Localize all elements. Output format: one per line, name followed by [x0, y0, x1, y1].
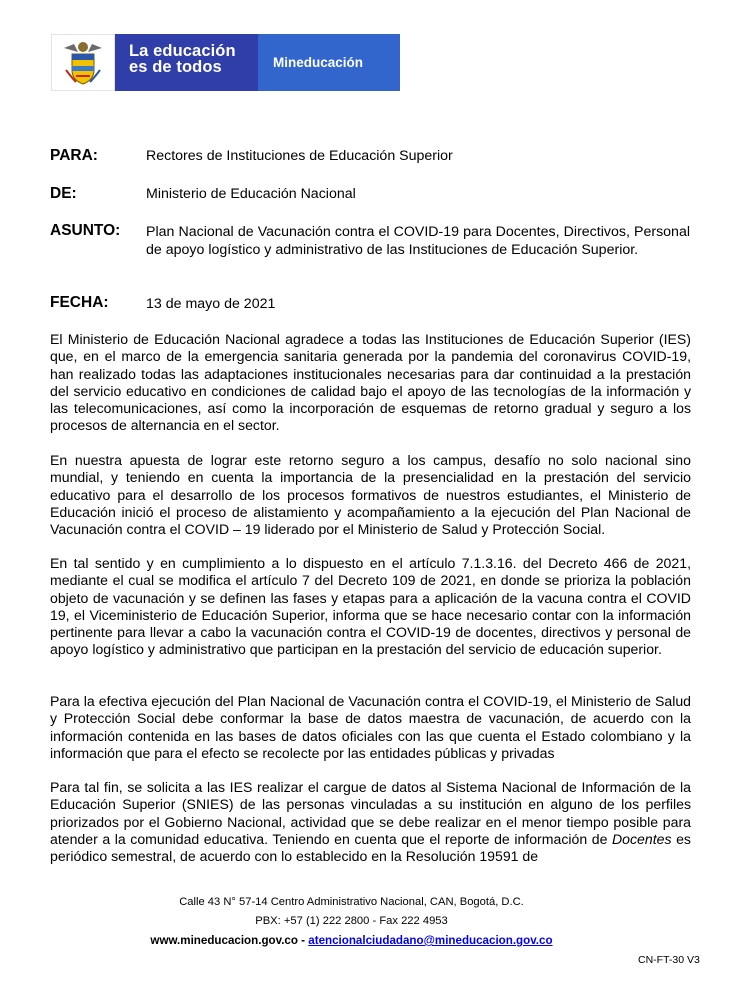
para-label: PARA: [50, 147, 98, 164]
fecha-value: 13 de mayo de 2021 [146, 296, 276, 312]
slogan-line-2: es de todos [129, 58, 222, 76]
footer-website[interactable]: www.mineducacion.gov.co [150, 934, 298, 947]
footer-web-line [0, 934, 703, 947]
slogan-block [115, 34, 258, 91]
fecha-label: FECHA: [50, 294, 109, 311]
colombia-coat-of-arms-icon [51, 34, 115, 91]
de-value: Ministerio de Educación Nacional [146, 186, 356, 202]
footer-email-link[interactable]: atencionalciudadano@mineducacion.gov.co [308, 934, 553, 947]
asunto-label: ASUNTO: [50, 222, 121, 239]
body-paragraph-3: En tal sentido y en cumplimiento a lo dispuesto en el artículo 7.1.3.16. del Decreto 466 de 2021, mediante el cual se modifica el artículo 7 del Decreto 109 de 2021, en donde se prioriza la población objeto de vacunación y se definen las fases y etapas para a aplicación de la vacuna contra el COVID 19, el Viceministerio de Educación Superior, informa que se hace necesario contar con la información pertinente para llevar a cabo la vacunación contra el COVID-19 de docentes, directivos y personal de apoyo logístico y administrativo que participan en la prestación del servicio de educación superior. [50, 555, 691, 658]
asunto-value: Plan Nacional de Vacunación contra el COVID-19 para Docentes, Directivos, Personal de apoyo logístico y administrativo de las Instituciones de Educación Superior. [146, 224, 690, 258]
footer-phone: PBX: +57 (1) 222 2800 - Fax 222 4953 [255, 915, 448, 927]
document-code: CN-FT-30 V3 [638, 954, 700, 966]
brand-name: Mineducación [258, 34, 400, 91]
body-paragraph-4: Para la efectiva ejecución del Plan Nacional de Vacunación contra el COVID-19, el Ministerio de Salud y Protección Social debe conformar la base de datos maestra de vacunación, de acuerdo con la información contenida en las bases de datos oficiales con las que cuenta el Estado colombiano y la información que para el efecto se recolecte por las entidades públicas y privadas [50, 693, 691, 761]
body-paragraph-1: El Ministerio de Educación Nacional agradece a todas las Instituciones de Educación Superior (IES) que, en el marco de la emergencia sanitaria generada por la pandemia del coronavirus COVID-19, han realizado todas las adaptaciones institucionales necesarias para dar continuidad a la prestación del servicio educativo en condiciones de calidad bajo el apoyo de las tecnologías de la información y las telecomunicaciones, así como la incorporación de esquemas de retorno gradual y seguro a los procesos de alternancia en el sector. [50, 331, 691, 434]
para-value: Rectores de Instituciones de Educación Superior [146, 148, 453, 164]
footer-address: Calle 43 N° 57-14 Centro Administrativo Nacional, CAN, Bogotá, D.C. [179, 896, 524, 908]
paragraph-5-text-a: Para tal fin, se solicita a las IES realizar el cargue de datos al Sistema Nacional de Información de la Educación Superior (SNIES) de las personas vinculadas a su institución en alguno de los perfiles priorizados por el Gobierno Nacional, actividad que se debe realizar en el menor tiempo posible para atender a la comunidad educativa. Teniendo en cuenta que el reporte de información de [50, 779, 691, 847]
header-logo-bar [51, 34, 400, 91]
de-label: DE: [50, 185, 77, 202]
body-paragraph-5 [50, 779, 691, 865]
paragraph-5-italic-term: Docentes [611, 830, 672, 847]
slogan-line-1: La educación [129, 42, 236, 60]
paragraph-5-text-b: es periódico semestral, de acuerdo con lo establecido en la Resolución 19591 de [50, 830, 691, 865]
footer-separator: - [297, 934, 309, 947]
body-paragraph-2: En nuestra apuesta de lograr este retorno seguro a los campus, desafío no solo nacional sino mundial, y teniendo en cuenta la importancia de la presencialidad en la prestación del servicio educativo para el desarrollo de los procesos formativos de nuestros estudiantes, el Ministerio de Educación inició el proceso de alistamiento y acompañamiento a la ejecución del Plan Nacional de Vacunación contra el COVID – 19 liderado por el Ministerio de Salud y Protección Social. [50, 452, 691, 538]
